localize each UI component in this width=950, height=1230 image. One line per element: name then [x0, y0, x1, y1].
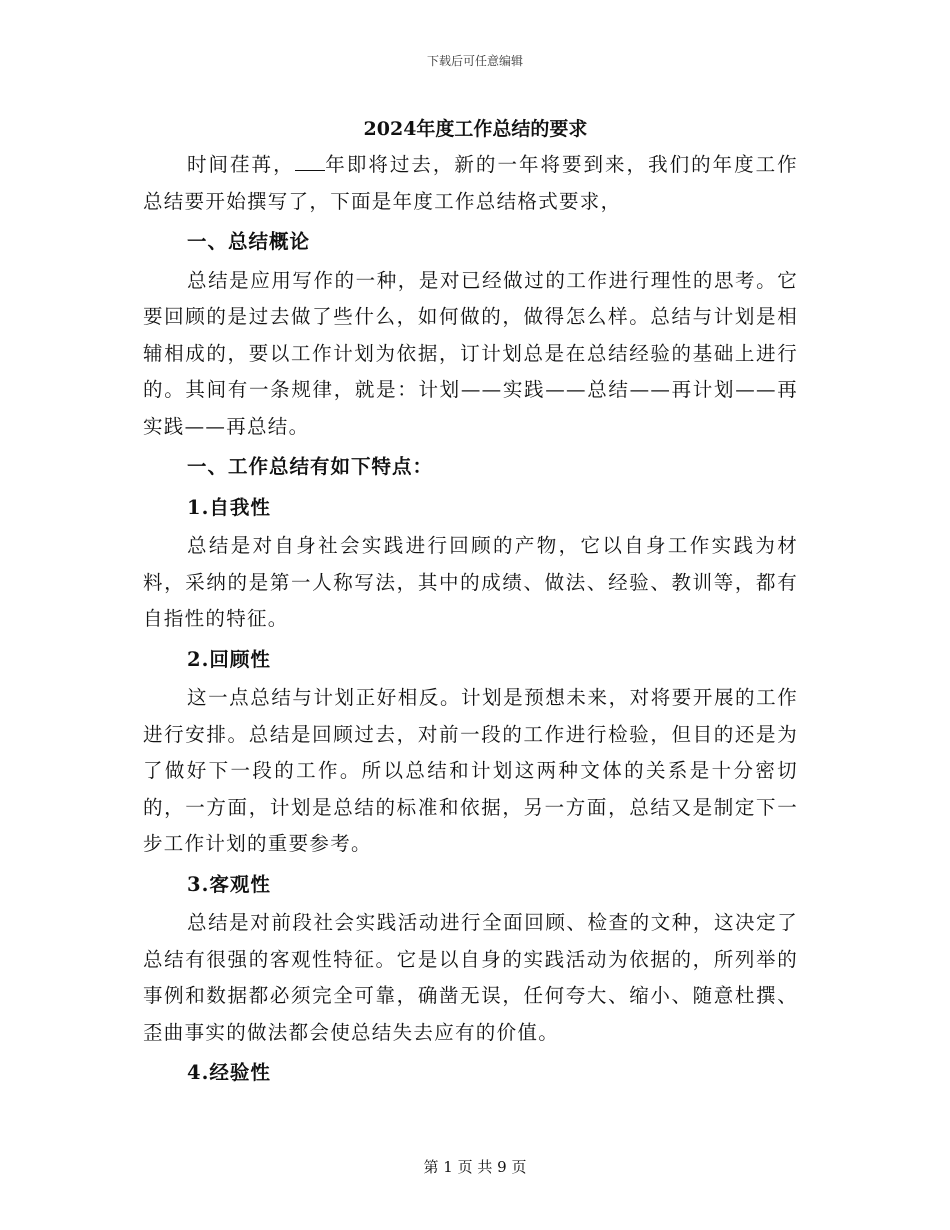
feature-paragraph-2: 这一点总结与计划正好相反。计划是预想未来，对将要开展的工作进行安排。总结是回顾过去，对前一段的工作进行检验，但目的还是为了做好下一段的工作。所以总结和计划这两种文体的关系是十分密切的，一方面，计划是总结的标准和依据，另一方面，总结又是制定下一步工作计划的重要参考。 — [143, 686, 798, 855]
feature-paragraph-1: 总结是对自身社会实践进行回顾的产物，它以自身工作实践为材料，采纳的是第一人称写法，其中的成绩、做法、经验、教训等，都有自指性的特征。 — [143, 534, 798, 630]
feature-heading-2: 2.回顾性 — [187, 647, 271, 671]
document-title: 2024年度工作总结的要求 — [363, 118, 588, 140]
page-footer: 第 1 页 共 9 页 — [423, 1158, 527, 1176]
feature-paragraph-3: 总结是对前段社会实践活动进行全面回顾、检查的文种，这决定了总结有很强的客观性特征。它是以自身的实践活动为依据的，所列举的事例和数据都必须完全可靠，确凿无误，任何夸大、缩小、随意杜撰、歪曲事实的做法都会使总结失去应有的价值。 — [143, 911, 798, 1044]
feature-heading-4: 4.经验性 — [187, 1061, 271, 1084]
intro-text-start: 时间荏苒， — [187, 153, 295, 176]
feature-heading-1: 1.自我性 — [187, 495, 271, 519]
intro-text-rest: 年即将过去，新的一年将要到来，我们的年度工作总结要开始撰写了，下面是年度工作总结格式要求， — [143, 153, 798, 213]
overview-paragraph: 总结是应用写作的一种，是对已经做过的工作进行理性的思考。它要回顾的是过去做了些什么，如何做的，做得怎么样。总结与计划是相辅相成的，要以工作计划为依据，订计划总是在总结经验的基础上进行的。其间有一条规律，就是：计划——实践——总结——再计划——再实践——再总结。 — [143, 268, 798, 438]
document-body — [143, 112, 798, 1094]
section-heading-overview: 一、总结概论 — [187, 230, 311, 253]
section-heading-features: 一、工作总结有如下特点： — [187, 455, 434, 478]
feature-heading-3: 3.客观性 — [187, 872, 271, 896]
blank-underline — [295, 152, 325, 171]
header-note: 下载后可任意编辑 — [426, 54, 523, 68]
intro-paragraph — [143, 147, 798, 220]
